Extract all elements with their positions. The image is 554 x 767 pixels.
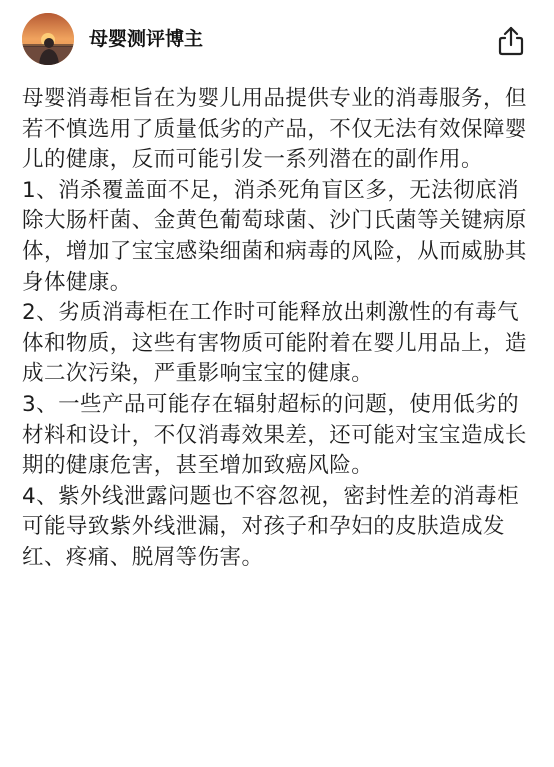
point-4-paragraph: 4、紫外线泄露问题也不容忽视，密封性差的消毒柜可能导致紫外线泄漏，对孩子和孕妇的皮肤造成发红、疼痛、脱屑等伤害。 — [22, 483, 520, 570]
share-button[interactable] — [494, 24, 528, 58]
intro-paragraph: 母婴消毒柜旨在为婴儿用品提供专业的消毒服务，但若不慎选用了质量低劣的产品，不仅无法有效保障婴儿的健康，反而可能引发一系列潜在的副作用。 — [22, 86, 527, 173]
point-2-paragraph: 2、劣质消毒柜在工作时可能释放出刺激性的有毒气体和物质，这些有害物质可能附着在婴儿用品上，造成二次污染，严重影响宝宝的健康。 — [22, 300, 527, 387]
author-name[interactable]: 母婴测评博主 — [89, 28, 204, 50]
author-avatar[interactable] — [22, 13, 74, 65]
post-content — [22, 84, 534, 574]
post-header — [0, 0, 554, 80]
avatar-icon — [22, 13, 74, 65]
point-1-paragraph: 1、消杀覆盖面不足，消杀死角盲区多，无法彻底消除大肠杆菌、金黄色葡萄球菌、沙门氏菌等关键病原体，增加了宝宝感染细菌和病毒的风险，从而威胁其身体健康。 — [22, 177, 527, 295]
point-3-paragraph: 3、一些产品可能存在辐射超标的问题，使用低劣的材料和设计，不仅消毒效果差，还可能对宝宝造成长期的健康危害，甚至增加致癌风险。 — [22, 391, 527, 479]
share-icon — [494, 24, 528, 58]
